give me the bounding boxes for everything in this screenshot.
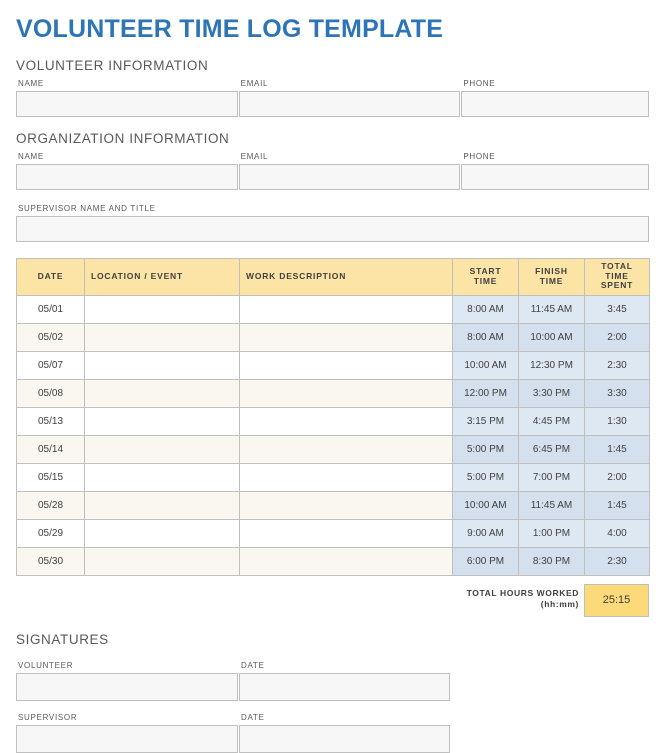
cell-location[interactable] <box>85 379 240 407</box>
cell-finish-time[interactable]: 7:00 PM <box>519 463 585 491</box>
cell-total-time: 3:30 <box>585 379 650 407</box>
cell-finish-time[interactable]: 8:30 PM <box>519 547 585 575</box>
cell-start-time[interactable]: 6:00 PM <box>453 547 519 575</box>
organization-phone-input[interactable] <box>461 164 649 190</box>
signature-supervisor-labels <box>16 713 649 725</box>
cell-location[interactable] <box>85 463 240 491</box>
table-row[interactable] <box>17 295 650 323</box>
table-row[interactable] <box>17 407 650 435</box>
organization-phone-field <box>461 152 649 190</box>
cell-start-time[interactable]: 10:00 AM <box>453 491 519 519</box>
cell-date[interactable]: 05/08 <box>17 379 85 407</box>
cell-start-time[interactable]: 12:00 PM <box>453 379 519 407</box>
column-header-description: WORK DESCRIPTION <box>240 258 453 295</box>
cell-date[interactable]: 05/14 <box>17 435 85 463</box>
totals-row <box>16 584 649 624</box>
organization-name-field <box>16 152 238 190</box>
cell-start-time[interactable]: 3:15 PM <box>453 407 519 435</box>
cell-start-time[interactable]: 8:00 AM <box>453 295 519 323</box>
volunteer-section-heading: VOLUNTEER INFORMATION <box>16 57 209 73</box>
total-hours-value: 25:15 <box>584 584 649 617</box>
total-hours-label <box>379 588 579 611</box>
cell-location[interactable] <box>85 547 240 575</box>
signature-supervisor-date-input[interactable] <box>239 725 450 753</box>
signature-supervisor-inputs <box>16 725 649 753</box>
cell-description[interactable] <box>240 519 453 547</box>
cell-location[interactable] <box>85 351 240 379</box>
column-header-total-time: TOTAL TIME SPENT <box>585 258 650 295</box>
cell-date[interactable]: 05/29 <box>17 519 85 547</box>
cell-finish-time[interactable]: 10:00 AM <box>519 323 585 351</box>
cell-total-time: 1:45 <box>585 435 650 463</box>
cell-description[interactable] <box>240 323 453 351</box>
organization-name-label: NAME <box>18 151 44 161</box>
volunteer-name-field <box>16 79 238 117</box>
volunteer-email-input[interactable] <box>239 91 461 117</box>
organization-name-input[interactable] <box>16 164 238 190</box>
cell-start-time[interactable]: 5:00 PM <box>453 435 519 463</box>
cell-description[interactable] <box>240 351 453 379</box>
signature-volunteer-labels <box>16 661 649 673</box>
supervisor-label: SUPERVISOR NAME AND TITLE <box>18 203 156 213</box>
volunteer-fields <box>16 79 649 117</box>
table-row[interactable] <box>17 491 650 519</box>
page-title: VOLUNTEER TIME LOG TEMPLATE <box>16 15 444 43</box>
cell-finish-time[interactable]: 11:45 AM <box>519 491 585 519</box>
column-header-start-time: START TIME <box>453 258 519 295</box>
cell-date[interactable]: 05/30 <box>17 547 85 575</box>
cell-date[interactable]: 05/07 <box>17 351 85 379</box>
cell-date[interactable]: 05/28 <box>17 491 85 519</box>
cell-total-time: 4:00 <box>585 519 650 547</box>
organization-email-input[interactable] <box>239 164 461 190</box>
cell-finish-time[interactable]: 3:30 PM <box>519 379 585 407</box>
organization-email-label: EMAIL <box>240 151 269 161</box>
cell-total-time: 3:45 <box>585 295 650 323</box>
table-row[interactable] <box>17 519 650 547</box>
cell-description[interactable] <box>240 379 453 407</box>
cell-finish-time[interactable]: 12:30 PM <box>519 351 585 379</box>
cell-description[interactable] <box>240 463 453 491</box>
signature-volunteer-label: VOLUNTEER <box>18 660 74 670</box>
cell-start-time[interactable]: 10:00 AM <box>453 351 519 379</box>
cell-location[interactable] <box>85 519 240 547</box>
cell-date[interactable]: 05/15 <box>17 463 85 491</box>
cell-date[interactable]: 05/13 <box>17 407 85 435</box>
column-header-location: LOCATION / EVENT <box>85 258 240 295</box>
signature-supervisor-input[interactable] <box>16 725 238 753</box>
cell-date[interactable]: 05/01 <box>17 295 85 323</box>
table-row[interactable] <box>17 323 650 351</box>
cell-description[interactable] <box>240 435 453 463</box>
column-header-finish-time: FINISH TIME <box>519 258 585 295</box>
table-header-row <box>17 258 650 295</box>
cell-description[interactable] <box>240 407 453 435</box>
supervisor-input[interactable] <box>16 216 649 242</box>
total-hours-label-line1: TOTAL HOURS WORKED <box>466 587 579 598</box>
cell-finish-time[interactable]: 11:45 AM <box>519 295 585 323</box>
organization-information-section <box>16 131 649 242</box>
volunteer-phone-label: PHONE <box>463 78 496 88</box>
signature-volunteer-row <box>16 661 649 701</box>
cell-location[interactable] <box>85 323 240 351</box>
signature-supervisor-row <box>16 713 649 753</box>
cell-total-time: 1:45 <box>585 491 650 519</box>
volunteer-email-field <box>239 79 461 117</box>
signatures-heading: SIGNATURES <box>16 631 109 647</box>
cell-total-time: 2:00 <box>585 323 650 351</box>
cell-date[interactable]: 05/02 <box>17 323 85 351</box>
signature-supervisor-date-label: DATE <box>241 712 265 722</box>
volunteer-phone-input[interactable] <box>461 91 649 117</box>
time-log-table <box>16 258 650 576</box>
cell-finish-time[interactable]: 6:45 PM <box>519 435 585 463</box>
organization-email-field <box>239 152 461 190</box>
signature-volunteer-date-input[interactable] <box>239 673 450 701</box>
cell-description[interactable] <box>240 491 453 519</box>
signature-volunteer-inputs <box>16 673 649 701</box>
cell-description[interactable] <box>240 547 453 575</box>
cell-total-time: 2:30 <box>585 351 650 379</box>
cell-total-time: 1:30 <box>585 407 650 435</box>
volunteer-email-label: EMAIL <box>240 78 269 88</box>
signature-volunteer-input[interactable] <box>16 673 238 701</box>
organization-phone-label: PHONE <box>463 151 496 161</box>
cell-description[interactable] <box>240 295 453 323</box>
column-header-date: DATE <box>17 258 85 295</box>
table-row[interactable] <box>17 547 650 575</box>
supervisor-field <box>16 204 649 242</box>
cell-finish-time[interactable]: 4:45 PM <box>519 407 585 435</box>
table-row[interactable] <box>17 351 650 379</box>
volunteer-name-input[interactable] <box>16 91 238 117</box>
table-row[interactable] <box>17 463 650 491</box>
cell-location[interactable] <box>85 295 240 323</box>
cell-total-time: 2:30 <box>585 547 650 575</box>
table-body <box>17 295 650 575</box>
signature-volunteer-date-label: DATE <box>241 660 265 670</box>
cell-start-time[interactable]: 8:00 AM <box>453 323 519 351</box>
organization-section-heading: ORGANIZATION INFORMATION <box>16 130 230 146</box>
cell-location[interactable] <box>85 435 240 463</box>
total-hours-label-line2: (hh:mm) <box>540 598 579 609</box>
cell-location[interactable] <box>85 407 240 435</box>
cell-finish-time[interactable]: 1:00 PM <box>519 519 585 547</box>
table-row[interactable] <box>17 435 650 463</box>
cell-start-time[interactable]: 5:00 PM <box>453 463 519 491</box>
cell-location[interactable] <box>85 491 240 519</box>
cell-start-time[interactable]: 9:00 AM <box>453 519 519 547</box>
volunteer-name-label: NAME <box>18 78 44 88</box>
table-row[interactable] <box>17 379 650 407</box>
volunteer-information-section <box>16 58 649 117</box>
signature-supervisor-label: SUPERVISOR <box>18 712 78 722</box>
volunteer-phone-field <box>461 79 649 117</box>
organization-fields <box>16 152 649 190</box>
cell-total-time: 2:00 <box>585 463 650 491</box>
